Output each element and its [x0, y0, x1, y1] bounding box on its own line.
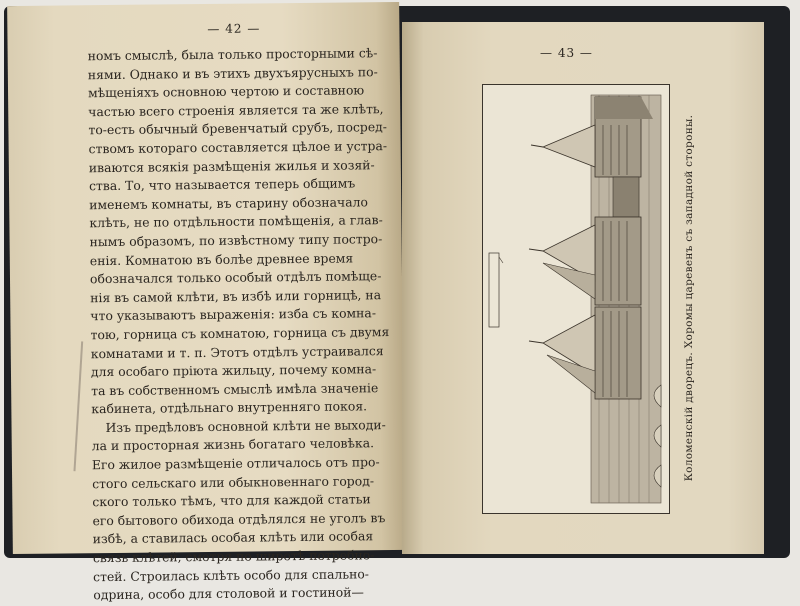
text-line: иваются всякiя размѣщенiя жилья и хозяй- [88, 156, 375, 175]
text-line: стого сельскаго или обыкновеннаго город- [92, 472, 375, 491]
illustration-plate [482, 84, 670, 514]
text-line: тою, горница съ комнатою, горница съ двумя [90, 323, 390, 343]
text-line: то-есть обычный бревенчатый срубъ, посред- [88, 119, 388, 138]
text-line: именемъ комнаты, въ старину обозначало [89, 194, 369, 212]
text-line: Изъ предѣловъ основной клѣти не выходи- [105, 417, 386, 435]
text-line: нями. Однако и въ этихъ двухъярусныхъ по- [87, 63, 378, 82]
text-line: что указываютъ выраженiя: изба съ комна- [90, 305, 377, 324]
text-line: ла и просторная жизнь богатаго человѣка. [91, 435, 375, 454]
text-line: связь клѣтей, смотря по широтѣ потребно- [92, 547, 375, 566]
pencil-margin-mark [73, 341, 83, 471]
text-line: ства. То, что называется теперь общимъ [88, 175, 356, 194]
illustration-caption [678, 84, 700, 512]
right-page [402, 22, 764, 554]
text-line: номъ смыслѣ, была только просторными сѣ- [87, 45, 378, 64]
text-line: частью всего строенiя является та же клѣть, [88, 100, 384, 120]
left-page-text [88, 44, 394, 605]
text-line: нiя въ самой клѣти, въ избѣ или горницѣ, на [90, 286, 382, 305]
left-page [7, 2, 405, 603]
text-line: нымъ образомъ, по извѣстному типу постро- [89, 231, 383, 250]
text-line: та въ собственномъ смыслѣ имѣла значенiе [91, 379, 379, 398]
text-line: одрина, особо для столовой и гостиной— [93, 584, 364, 603]
text-line: мѣщенiяхъ основною чертою и составною [87, 82, 365, 101]
text-line: обозначался только особый отдѣлъ помѣще- [89, 268, 382, 287]
text-line: для особаго прiюта жильцу, почему комна- [90, 361, 377, 380]
caption-text: Коломенскiй дворецъ. Хоромы царевенъ съ западной стороны. [683, 114, 695, 482]
text-line: енiя. Комнатою въ болѣе древнее время [89, 249, 354, 268]
text-line: ского только тѣмъ, что для каждой статьи [92, 491, 371, 510]
left-page-number: — 42 — [207, 21, 261, 36]
text-line: его бытового обихода отдѣлялся не уголъ въ [92, 509, 386, 529]
text-line: стей. Строилась клѣть особо для спально- [93, 565, 370, 584]
text-line: ствомъ котораго составляется цѣлое и устра- [88, 138, 388, 157]
text-line: Его жилое размѣщенiе отличалось отъ про- [91, 454, 380, 473]
text-line: клѣть, не по отдѣльности помѣщенiя, а глав- [89, 212, 383, 231]
text-line: комнатами и т. п. Этотъ отдѣлъ устраивался [90, 342, 384, 361]
text-line: кабинета, отдѣльнаго внутренняго покоя. [91, 398, 368, 417]
text-line: избѣ, а ставилась особая клѣть или особая [92, 528, 374, 547]
right-page-number: — 43 — [540, 46, 593, 60]
palace-engraving [483, 85, 669, 513]
